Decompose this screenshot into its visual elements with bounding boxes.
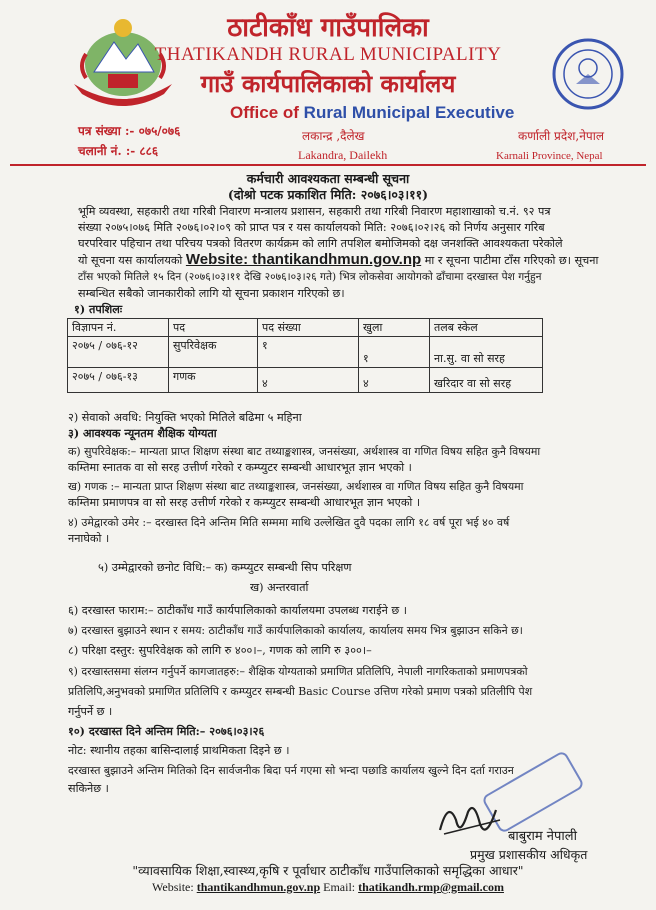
exam-fee: ८) परिक्षा दस्तुर: सुपरिवेक्षक को लागि रु ४००।–, गणक को लागि रु ३००।–	[68, 644, 372, 657]
qualification-enumerator-cont: कम्तिमा प्रमाणपत्र वा सो सरह उत्तीर्ण गरेको र कम्प्युटर सम्बन्धी आधारभूत ज्ञान भएको ।	[68, 496, 421, 509]
table-row	[68, 337, 543, 368]
footer-email-link[interactable]: thatikandh.rmp@gmail.com	[358, 880, 504, 894]
documents-required-end: गर्नुपर्ने छ ।	[68, 705, 113, 718]
province-english: Karnali Province, Nepal	[496, 150, 603, 162]
notice-subtitle: (दोश्रो पटक प्रकाशित मिति: २०७६।०३।११)	[227, 187, 429, 202]
table-cell: खरिदार वा सो सरह	[430, 368, 543, 393]
vacancy-table	[67, 318, 543, 393]
table-cell: ना.सु. वा सो सरह	[430, 337, 543, 368]
para-line: टाँस भएको मितिले १५ दिन (२०७६।०३।११ देखि २०७६।०३।२६ गते) भित्र लोकसेवा आयोगको ढाँचामा दरखास्त पेश गर्नुहुन	[78, 271, 542, 283]
table-row	[68, 368, 543, 393]
table-cell: १	[258, 337, 359, 368]
table-cell: गणक	[169, 368, 258, 393]
office-name-english	[230, 103, 514, 123]
letter-number: पत्र संख्या :- ०७५/०७६	[78, 124, 181, 138]
holiday-note: दरखास्त बुझाउने अन्तिम मितिको दिन सार्वजनीक बिदा पर्न गएमा सो भन्दा पछाडि कार्यालय खुल्ने दिन दर्ता गराउन	[68, 764, 514, 777]
table-header: खुला	[359, 319, 430, 337]
table-header: तलब स्केल	[430, 319, 543, 337]
qualification-supervisor-cont: कम्तिमा स्नातक वा सो सरह उत्तीर्ण गरेको र कम्प्युटर सम्बन्धी आधारभूत ज्ञान भएको ।	[68, 461, 412, 474]
table-header: विज्ञापन नं.	[68, 319, 169, 337]
submission-place: ७) दरखास्त बुझाउने स्थान र समय: ठाटीकाँध गाउँ कार्यपालिकाको कार्यालय, कार्यालय समय भित्र बुझाउन सकिने छ।	[68, 624, 523, 637]
age-requirement-cont: ननाघेको ।	[68, 532, 110, 545]
table-cell: २०७५ / ०७६-१२	[68, 337, 169, 368]
address-nepali: लकान्द्र ,दैलेख	[302, 129, 365, 143]
holiday-note-cont: सकिनेछ ।	[68, 782, 109, 795]
footer-slogan: "व्यावसायिक शिक्षा,स्वास्थ्य,कृषि र पूर्वाधार ठाटीकाँध गाउँपालिकाको समृद्धिका आधार"	[132, 863, 524, 878]
table-cell: सुपरिवेक्षक	[169, 337, 258, 368]
age-requirement: ४) उमेद्वारको उमेर :– दरखास्त दिने अन्तिम मिति सम्ममा माथि उल्लेखित दुवै पदका लागि १८ वर्ष पूरा भई ४० वर्ष	[68, 516, 510, 529]
note: नोट: स्थानीय तहका बासिन्दालाई प्राथमिकता दिइने छ ।	[68, 744, 290, 757]
dispatch-number: चलानी नं. :- ८८६	[78, 144, 159, 158]
website-link[interactable]: Website: thantikandhmun.gov.np	[185, 251, 422, 268]
table-cell: ४	[359, 368, 430, 393]
table-header: पद संख्या	[258, 319, 359, 337]
province-nepali: कर्णाली प्रदेश,नेपाल	[518, 129, 604, 143]
table-header: पद	[169, 319, 258, 337]
documents-required: ९) दरखास्तसमा संलग्न गर्नुपर्ने कागजातहरु:– शैक्षिक योग्यताको प्रमाणित प्रतिलिपि, नेपाली नागरिकताको प्रमाणपत्रको	[68, 665, 528, 678]
para-suffix: मा र सूचना पाटीमा टाँस गरिएको छ। सूचना	[424, 254, 599, 267]
para-line: संख्या २०७५।०७६ मिति २०७६।०२।०९ को प्राप्त पत्र र यस कार्यालयको मिति: २०७६।०२।२६ को निर्णय अनुसार गरिब	[78, 221, 545, 234]
footer-contact	[0, 880, 656, 895]
documents-required-cont: प्रतिलिपि,अनुभवको प्रमाणित प्रतिलिपि र कम्प्युटर सम्बन्धी Basic Course उत्तिण गरेको प्रमाण पत्रको प्रतिलीपि पेश	[68, 685, 533, 698]
para-prefix: यो सूचना यस कार्यालयको	[78, 254, 183, 267]
footer-website-label: Website:	[152, 880, 197, 894]
table-cell: २०७५ / ०७६-१३	[68, 368, 169, 393]
para-line-website	[78, 251, 598, 268]
table-cell: १	[359, 337, 430, 368]
header-divider	[10, 164, 646, 166]
para-line: सम्बन्धित सबैको जानकारीको लागि यो सूचना प्रकाशन गरिएको छ।	[78, 287, 345, 300]
selection-method: ५) उम्मेद्वारको छनोट विधि:– क) कम्प्युटर सम्बन्धी सिप परिक्षण	[98, 561, 352, 574]
selection-method-interview: ख) अन्तरवार्ता	[250, 581, 309, 594]
last-date: १०) दरखास्त दिने अन्तिम मिति:– २०७६।०३।२६	[68, 724, 265, 738]
notice-title: कर्मचारी आवश्यकता सम्बन्धी सूचना	[246, 171, 410, 186]
office-name-english-prefix: Office of	[230, 103, 304, 122]
municipality-name-nepali: ठाटीकाँध गाउँपालिका	[227, 13, 429, 43]
office-name-nepali: गाउँ कार्यपालिकाको कार्यालय	[200, 69, 456, 98]
qualification-heading: ३) आवश्यक न्यूनतम शैक्षिक योग्यता	[68, 426, 217, 440]
footer-website-link[interactable]: thantikandhmun.gov.np	[196, 880, 321, 894]
signature-mark	[430, 790, 510, 850]
table-cell: ४	[258, 368, 359, 393]
qualification-supervisor: क) सुपरिवेक्षक:– मान्यता प्राप्त शिक्षण संस्था बाट तथ्याङ्कशास्त्र, जनसंख्या, अर्थशास्त्र वा गणित विषय सहित कुनै विषयमा	[68, 445, 541, 458]
municipality-name-english: THATIKANDH RURAL MUNICIPALITY	[154, 44, 502, 65]
application-form: ६) दरखास्त फाराम:– ठाटीकाँध गाउँ कार्यपालिकाको कार्यालयमा उपलब्ध गराईने छ ।	[68, 604, 407, 617]
footer-email-label: Email:	[320, 880, 359, 894]
qualification-enumerator: ख) गणक :– मान्यता प्राप्त शिक्षण संस्था बाट तथ्याङ्कशास्त्र, जनसंख्या, अर्थशास्त्र वा गणित विषय सहित कुनै विषयमा	[68, 480, 524, 493]
para-line: घरपरिवार पहिचान तथा परिचय पत्रको वितरण कार्यक्रम को लागि तपशिल बमोजिमको दक्ष जनशक्ति आवश्यकता परेकोले	[78, 237, 563, 250]
signatory-name: बाबुराम नेपाली	[508, 829, 577, 844]
signatory-title: प्रमुख प्रशासकीय अधिकृत	[470, 847, 588, 862]
office-name-english-rest: Rural Municipal Executive	[303, 103, 515, 122]
para-line: भूमि व्यवस्था, सहकारी तथा गरिबी निवारण मन्त्रालय प्रशासन, सहकारी तथा गरिबी निवारण महाशाखाको च.नं. ९२ पत्र	[78, 205, 551, 218]
address-english: Lakandra, Dailekh	[298, 148, 388, 162]
details-heading: १) तपशिलः	[74, 302, 123, 316]
table-header-row	[68, 319, 543, 337]
service-duration: २) सेवाको अवधि: नियुक्ति भएको मितिले बढिमा ५ महिना	[68, 411, 302, 424]
